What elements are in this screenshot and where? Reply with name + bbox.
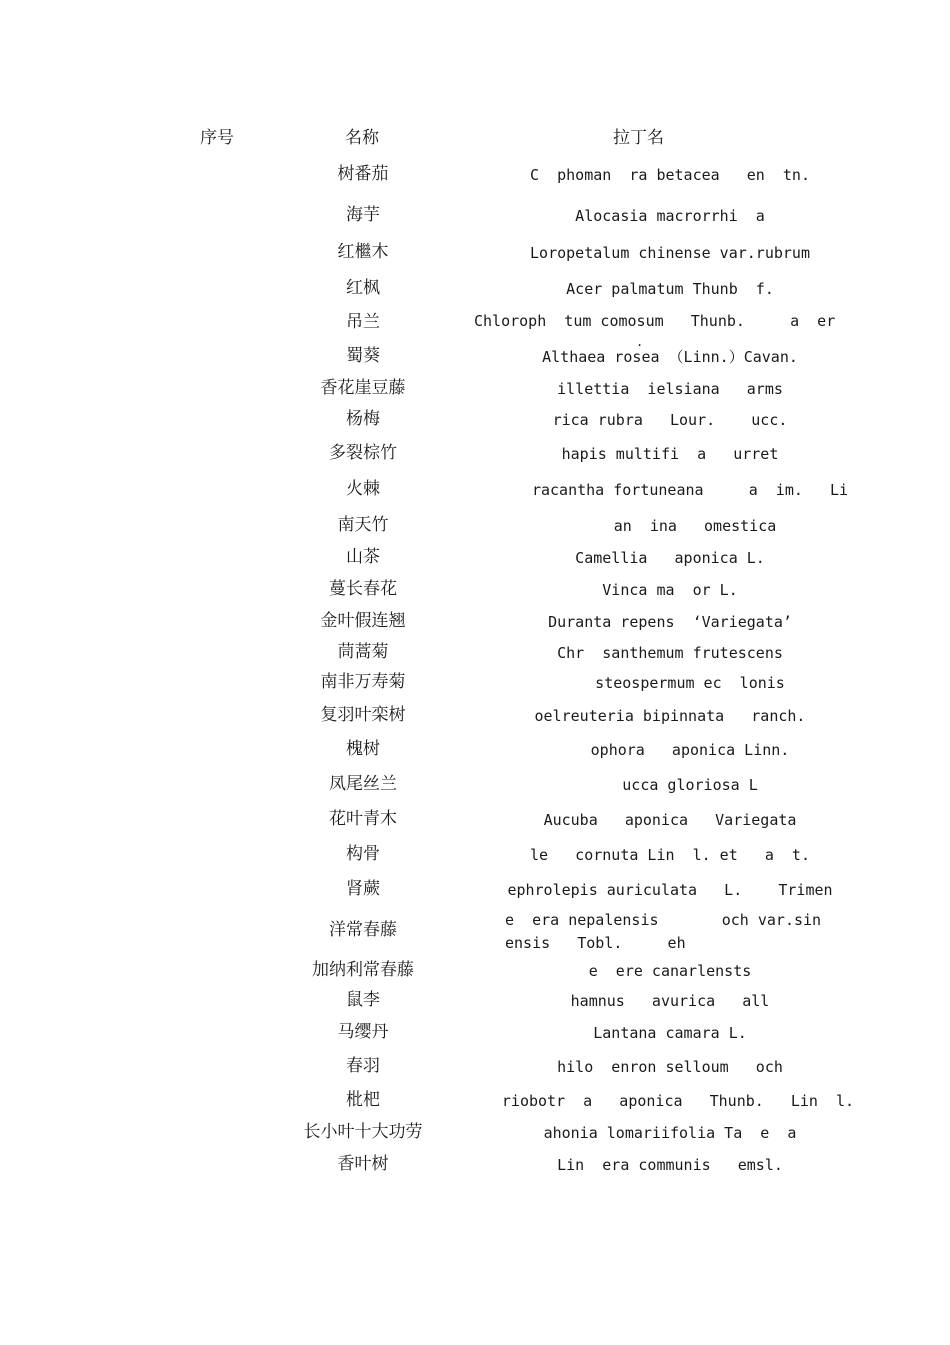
chinese-name: 凤尾丝兰 xyxy=(329,774,397,794)
column-header-name: 名称 xyxy=(345,128,379,148)
latin-name: Lin era communis emsl. xyxy=(557,1156,783,1174)
chinese-name: 海芋 xyxy=(346,205,380,225)
chinese-name: 南非万寿菊 xyxy=(320,672,406,692)
latin-name: Chloroph tum comosum Thunb. a er xyxy=(474,312,836,330)
chinese-name: 火棘 xyxy=(346,479,380,499)
latin-name: ucca gloriosa L xyxy=(622,776,758,794)
chinese-name: 吊兰 xyxy=(346,312,380,332)
latin-name: Alocasia macrorrhi a xyxy=(575,207,765,225)
chinese-name: 金叶假连翘 xyxy=(320,611,406,631)
latin-name: Aucuba aponica Variegata xyxy=(543,811,797,829)
chinese-name: 蔓长春花 xyxy=(329,579,397,599)
latin-name: hamnus avurica all xyxy=(570,992,770,1010)
chinese-name: 复羽叶栾树 xyxy=(320,705,406,725)
column-header-latin: 拉丁名 xyxy=(613,128,664,148)
latin-name: hapis multifi a urret xyxy=(561,445,779,463)
latin-name: an ina omestica xyxy=(613,517,777,535)
latin-name: Chr santhemum frutescens xyxy=(557,644,783,662)
column-header-no: 序号 xyxy=(200,128,234,148)
chinese-name: 春羽 xyxy=(346,1056,380,1076)
chinese-name: 构骨 xyxy=(346,844,380,864)
latin-name: e ere canarlensts xyxy=(588,962,752,980)
chinese-name: 花叶青木 xyxy=(329,809,397,829)
latin-name: ephrolepis auriculata L. Trimen xyxy=(507,881,833,899)
chinese-name: 蜀葵 xyxy=(346,346,380,366)
latin-name: Duranta repens ‘Variegata’ xyxy=(548,613,792,631)
chinese-name: 多裂棕竹 xyxy=(329,443,397,463)
latin-name: racantha fortuneana a im. Li xyxy=(531,481,849,499)
latin-name: Vinca ma or L. xyxy=(602,581,738,599)
latin-name: hilo enron selloum och xyxy=(557,1058,783,1076)
latin-name: Lantana camara L. xyxy=(593,1024,747,1042)
latin-name: e era nepalensis och var.sin ensis Tobl. eh xyxy=(505,911,822,952)
latin-name: Loropetalum chinense var.rubrum xyxy=(530,244,810,262)
chinese-name: 红檵木 xyxy=(337,242,389,262)
latin-name: Althaea rosea （Linn.）Cavan. xyxy=(542,348,798,366)
chinese-name: 枇杷 xyxy=(346,1090,380,1110)
chinese-name: 鼠李 xyxy=(346,990,380,1010)
latin-name: ahonia lomariifolia Ta e a xyxy=(543,1124,797,1142)
latin-name: illettia ielsiana arms xyxy=(557,380,783,398)
chinese-name: 加纳利常春藤 xyxy=(312,960,414,980)
chinese-name: 山茶 xyxy=(346,547,380,567)
chinese-name: 长小叶十大功劳 xyxy=(303,1122,423,1142)
latin-name: oelreuteria bipinnata ranch. xyxy=(534,707,806,725)
chinese-name: 杨梅 xyxy=(346,409,380,429)
latin-name: steospermum ec lonis xyxy=(595,674,785,692)
chinese-name: 肾蕨 xyxy=(346,879,380,899)
chinese-name: 香叶树 xyxy=(337,1154,389,1174)
latin-name: Camellia aponica L. xyxy=(575,549,765,567)
chinese-name: 树番茄 xyxy=(337,164,389,184)
latin-name: C phoman ra betacea en tn. xyxy=(530,166,810,184)
chinese-name: 洋常春藤 xyxy=(329,920,397,940)
chinese-name: 南天竹 xyxy=(337,515,389,535)
chinese-name: 槐树 xyxy=(346,739,380,759)
latin-name: le cornuta Lin l. et a t. xyxy=(530,846,810,864)
latin-name: ophora aponica Linn. xyxy=(590,741,790,759)
chinese-name: 马缨丹 xyxy=(337,1022,389,1042)
chinese-name: 香花崖豆藤 xyxy=(320,378,406,398)
latin-name: Acer palmatum Thunb f. xyxy=(566,280,774,298)
stray-mark: . xyxy=(636,335,644,349)
latin-name: riobotr a aponica Thunb. Lin l. xyxy=(501,1092,855,1110)
chinese-name: 红枫 xyxy=(346,278,380,298)
latin-name: rica rubra Lour. ucc. xyxy=(552,411,788,429)
chinese-name: 茼蒿菊 xyxy=(337,642,389,662)
